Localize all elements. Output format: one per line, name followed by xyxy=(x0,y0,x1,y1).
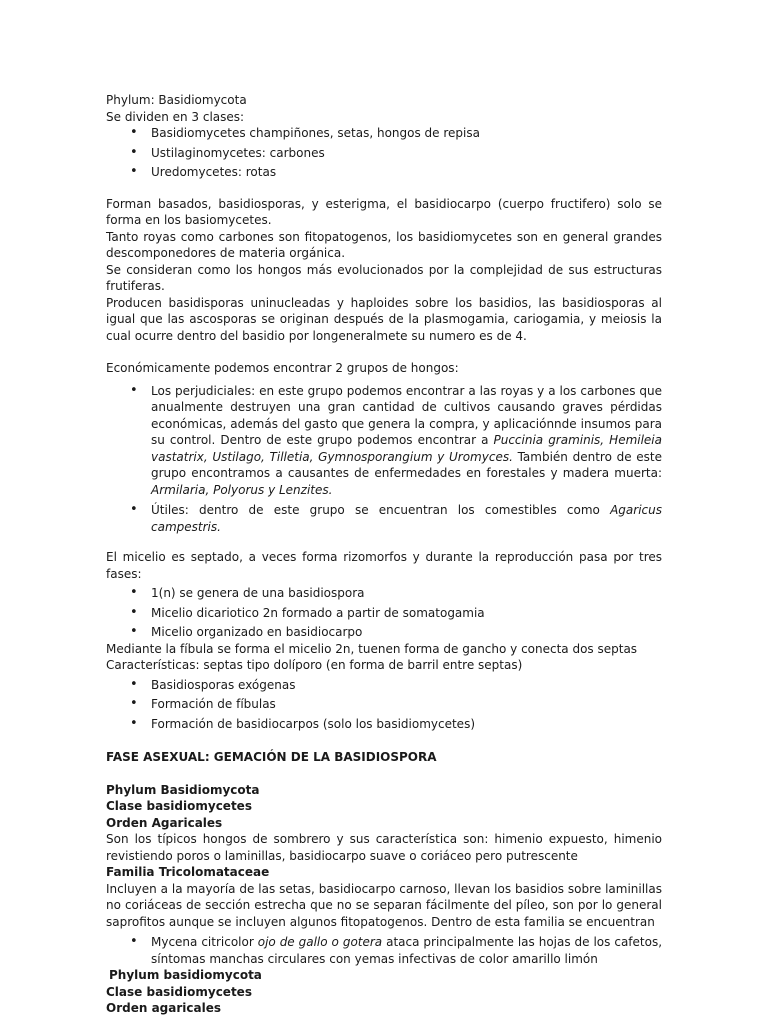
fibula-line: Mediante la fíbula se forma el micelio 2n, tuenen forma de gancho y conecta dos septas xyxy=(106,641,638,656)
bullet-icon: • xyxy=(130,382,138,398)
paragraph: Producen basidisporas uninucleadas y haploides sobre los basidios, las basidiosporas al igual que las ascosporas se originan después de la plasmogamia, cariogamia, y meiosis la cual ocurre dentro del basidio por longeneralmete su numero es de 4. xyxy=(106,295,662,343)
list-item: • 1(n) se genera de una basidiospora xyxy=(130,585,365,600)
paragraph: Forman basados, basidiosporas, y esterigma, el basidiocarpo (cuerpo fructifero) solo se forma en los basiomycetes. xyxy=(106,196,662,227)
bullet-icon: • xyxy=(130,604,138,620)
features-list xyxy=(106,677,662,733)
bullet-icon: • xyxy=(130,696,138,711)
classes-list xyxy=(106,125,662,181)
phylum-line: Phylum: Basidiomycota xyxy=(106,93,247,107)
paragraph: Tanto royas como carbones son fitopatogenos, los basidiomycetes son en general grandes descomponedores de materia orgánica. xyxy=(106,229,662,260)
list-item: • Formación de fíbulas xyxy=(130,696,276,711)
section-heading: FASE ASEXUAL: GEMACIÓN DE LA BASIDIOSPORA xyxy=(106,750,437,764)
species-names: Puccinia graminis, Hemileia vastatrix, Ustilago, Tilletia, Gymnosporangium y Uromyces. xyxy=(151,433,662,464)
common-name: ojo de gallo o gotera xyxy=(257,935,383,949)
classes-intro: Se dividen en 3 clases: xyxy=(106,109,245,124)
taxonomy-orden: Orden Agaricales xyxy=(106,815,223,830)
characteristics-line: Características: septas tipo dolíporo (en forma de barril entre septas) xyxy=(106,658,523,672)
document-page xyxy=(106,92,662,1017)
list-item: • Mycena citricolor ojo de gallo o gotera ataca principalmente las hojas de los cafetos, síntomas manchas circulares con yemas infectivas de color amarillo limón xyxy=(130,934,663,966)
phases-list xyxy=(106,585,662,641)
species-names: Armilaria, Polyorus y Lenzites. xyxy=(151,482,333,497)
species-list xyxy=(106,934,662,967)
list-item: • Basidiosporas exógenas xyxy=(130,676,296,692)
economic-groups-list xyxy=(106,383,662,536)
paragraph: Se consideran como los hongos más evolucionados por la complejidad de sus estructuras frutiferas. xyxy=(106,262,662,293)
bullet-icon: • xyxy=(130,144,138,160)
paragraph: Incluyen a la mayoría de las setas, basidiocarpo carnoso, llevan los basidios sobre laminillas no coriáceas de sección estrecha que no se separan fácilmente del píleo, son por lo general saprofitos aunque se incluyen algunos fitopatogenos. Dentro de esta familia se encuentran xyxy=(106,881,662,929)
bullet-icon: • xyxy=(130,676,138,692)
list-item: • Formación de basidiocarpos (solo los basidiomycetes) xyxy=(130,715,475,731)
taxonomy-clase: Clase basidiomycetes xyxy=(106,984,252,999)
list-item: • Micelio organizado en basidiocarpo xyxy=(130,624,363,639)
bullet-icon: • xyxy=(130,164,138,179)
taxonomy-familia: Familia Tricolomataceae xyxy=(106,865,270,879)
economic-intro: Económicamente podemos encontrar 2 grupos de hongos: xyxy=(106,361,459,375)
list-item: • Basidiomycetes champiñones, setas, hongos de repisa xyxy=(130,125,480,140)
micelio-intro: El micelio es septado, a veces forma rizomorfos y durante la reproducción pasa por tres fases: xyxy=(106,550,662,581)
bullet-icon: • xyxy=(130,502,138,517)
bullet-icon: • xyxy=(130,934,138,949)
list-item: • Ustilaginomycetes: carbones xyxy=(130,144,325,160)
bullet-icon: • xyxy=(130,715,138,731)
taxonomy-clase: Clase basidiomycetes xyxy=(106,799,252,813)
paragraph: Son los típicos hongos de sombrero y sus característica son: himenio expuesto, himenio revistiendo poros o laminillas, basidiocarpo suave o coriáceo pero putrescente xyxy=(106,832,662,863)
bullet-icon: • xyxy=(130,585,138,600)
bullet-icon: • xyxy=(130,624,138,639)
species-names: Agaricus campestris. xyxy=(151,503,662,534)
list-item: • Útiles: dentro de este grupo se encuentran los comestibles como Agaricus campestris. xyxy=(130,502,662,534)
list-item: • Micelio dicariotico 2n formado a partir de somatogamia xyxy=(130,604,485,620)
list-item: • Los perjudiciales: en este grupo podemos encontrar a las royas y a los carbones que anualmente destruyen una gran cantidad de cultivos causando graves pérdidas económicas, además del gasto que genera la compra, y aplicaciónnde insumos para su control. Dentro de este grupo podemos encontrar a Puccinia graminis, Hemileia vastatrix, Ustilago, Tilletia, Gymnosporangium y Uromyces. También dentro de este grupo encontramos a causantes de enfermedades en forestales y madera muerta: Armilaria, Polyorus y Lenzites. xyxy=(130,382,662,497)
taxonomy-phylum: Phylum Basidiomycota xyxy=(106,782,260,797)
taxonomy-orden: Orden agaricales xyxy=(106,1001,221,1015)
taxonomy-phylum: Phylum basidiomycota xyxy=(109,968,262,982)
bullet-icon: • xyxy=(130,125,138,140)
list-item: • Uredomycetes: rotas xyxy=(130,164,277,179)
